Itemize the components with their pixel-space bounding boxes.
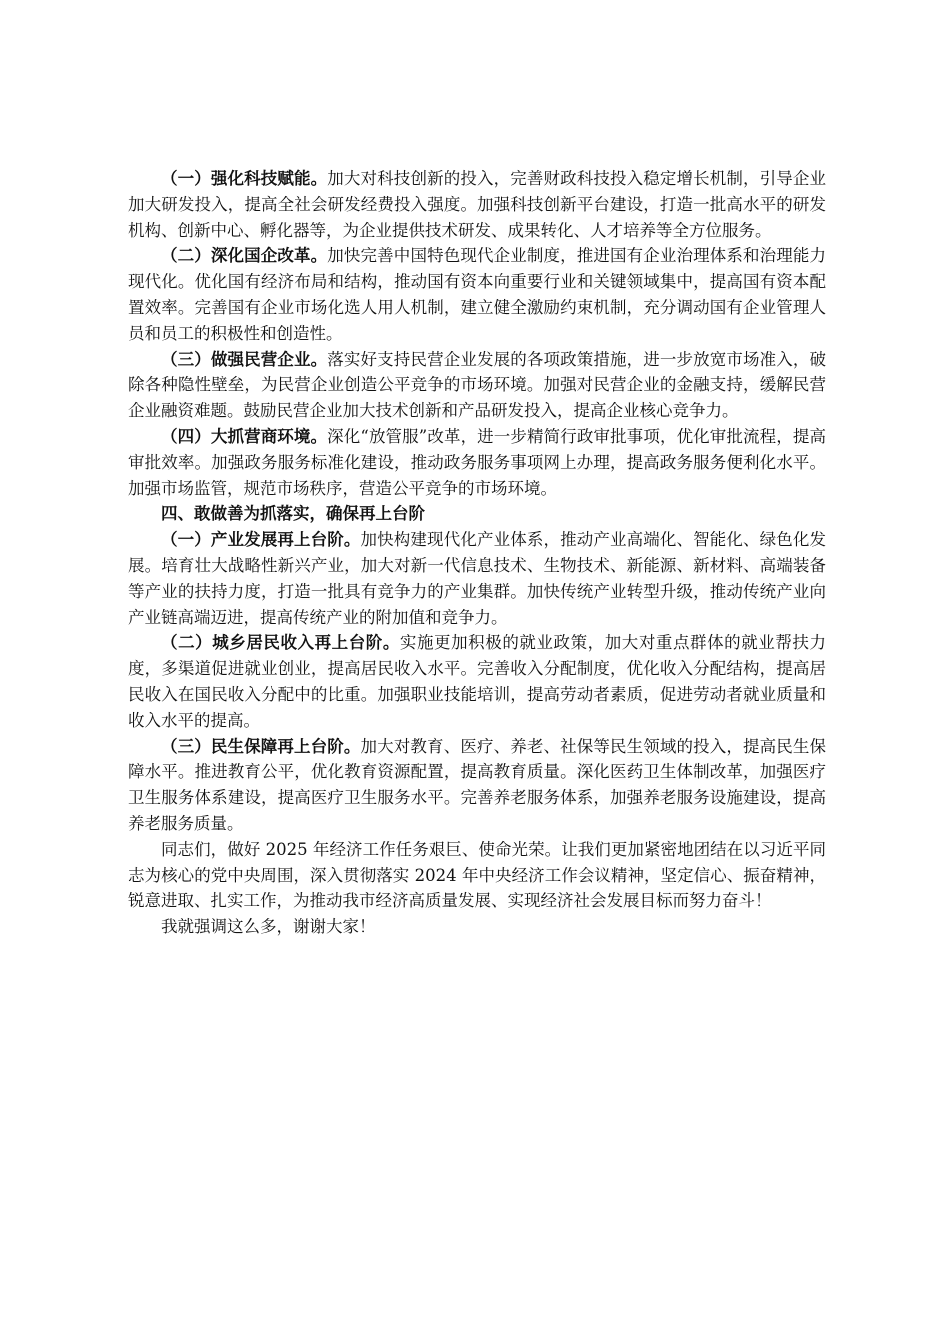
paragraph-text: 加快构建现代化产业体系，推动产业高端化、智能化、绿色化发展。培育壮大战略性新兴产业，加大对新一代信息技术、生物技术、新能源、新材料、高端装备等产业的扶持力度，打造一批具有竞争力的产业集群。加快传统产业转型升级，推动传统产业向产业链高端迈进，提高传统产业的附加值和竞争力。 <box>128 530 827 627</box>
final-line: 我就强调这么多，谢谢大家！ <box>161 917 376 937</box>
closing-paragraph: 同志们，做好 2025 年经济工作任务艰巨、使命光荣。让我们更加紧密地团结在以习近平同志为核心的党中央周围，深入贯彻落实 2024 年中央经济工作会议精神，坚定信心、振奋精神，锐意进取、扎实工作，为推动我市经济高质量发展、实现经济社会发展目标而努力奋斗！ <box>128 839 826 911</box>
paragraph-lead: （三）民生保障再上台阶。 <box>161 736 361 756</box>
paragraph-livelihood-security <box>128 734 826 837</box>
paragraph-lead: （一）强化科技赋能。 <box>161 169 328 188</box>
paragraph-business-environment <box>128 424 826 501</box>
paragraph-lead: （二）深化国企改革。 <box>161 246 328 266</box>
paragraph-text: 加大对科技创新的投入，完善财政科技投入稳定增长机制，引导企业加大研发投入，提高全社会研发经费投入强度。加强科技创新平台建设，打造一批高水平的研发机构、创新中心、孵化器等，为企业提供技术研发、成果转化、人才培养等全方位服务。 <box>128 169 827 240</box>
paragraph-lead: （三）做强民营企业。 <box>161 349 328 369</box>
paragraph-text: 落实好支持民营企业发展的各项政策措施，进一步放宽市场准入，破除各种隐性壁垒，为民营企业创造公平竞争的市场环境。加强对民营企业的金融支持，缓解民营企业融资难题。鼓励民营企业加大技术创新和产品研发投入，提高企业核心竞争力。 <box>128 349 827 421</box>
paragraph-text: 实施更加积极的就业政策，加大对重点群体的就业帮扶力度，多渠道促进就业创业，提高居民收入水平。完善收入分配制度，优化收入分配结构，提高居民收入在国民收入分配中的比重。加强职业技能培训，提高劳动者素质，促进劳动者就业质量和收入水平的提高。 <box>128 633 827 730</box>
section-heading: 四、敢做善为抓落实，确保再上台阶 <box>161 504 425 524</box>
paragraph-lead: （四）大抓营商环境。 <box>161 426 328 446</box>
paragraph-lead: （二）城乡居民收入再上台阶。 <box>161 633 400 653</box>
paragraph-soe-reform <box>128 243 826 346</box>
paragraph-strengthen-technology <box>128 166 826 243</box>
paragraph-industry-development <box>128 527 826 630</box>
paragraph-text: 加大对教育、医疗、养老、社保等民生领域的投入，提高民生保障水平。推进教育公平，优化教育资源配置，提高教育质量。深化医药卫生体制改革，加强医疗卫生服务体系建设，提高医疗卫生服务水平。完善养老服务体系，加强养老服务设施建设，提高养老服务质量。 <box>128 736 827 833</box>
paragraph-text: 深化“放管服”改革，进一步精简行政审批事项，优化审批流程，提高审批效率。加强政务服务标准化建设，推动政务服务事项网上办理，提高政务服务便利化水平。加强市场监管，规范市场秩序，营造公平竞争的市场环境。 <box>128 426 826 498</box>
paragraph-text: 加快完善中国特色现代企业制度，推进国有企业治理体系和治理能力现代化。优化国有经济布局和结构，推动国有资本向重要行业和关键领域集中，提高国有资本配置效率。完善国有企业市场化选人用人机制，建立健全激励约束机制，充分调动国有企业管理人员和员工的积极性和创造性。 <box>128 246 827 343</box>
paragraph-private-enterprise <box>128 347 826 424</box>
paragraph-lead: （一）产业发展再上台阶。 <box>161 530 361 550</box>
paragraph-resident-income <box>128 630 826 733</box>
document-body <box>128 166 826 940</box>
